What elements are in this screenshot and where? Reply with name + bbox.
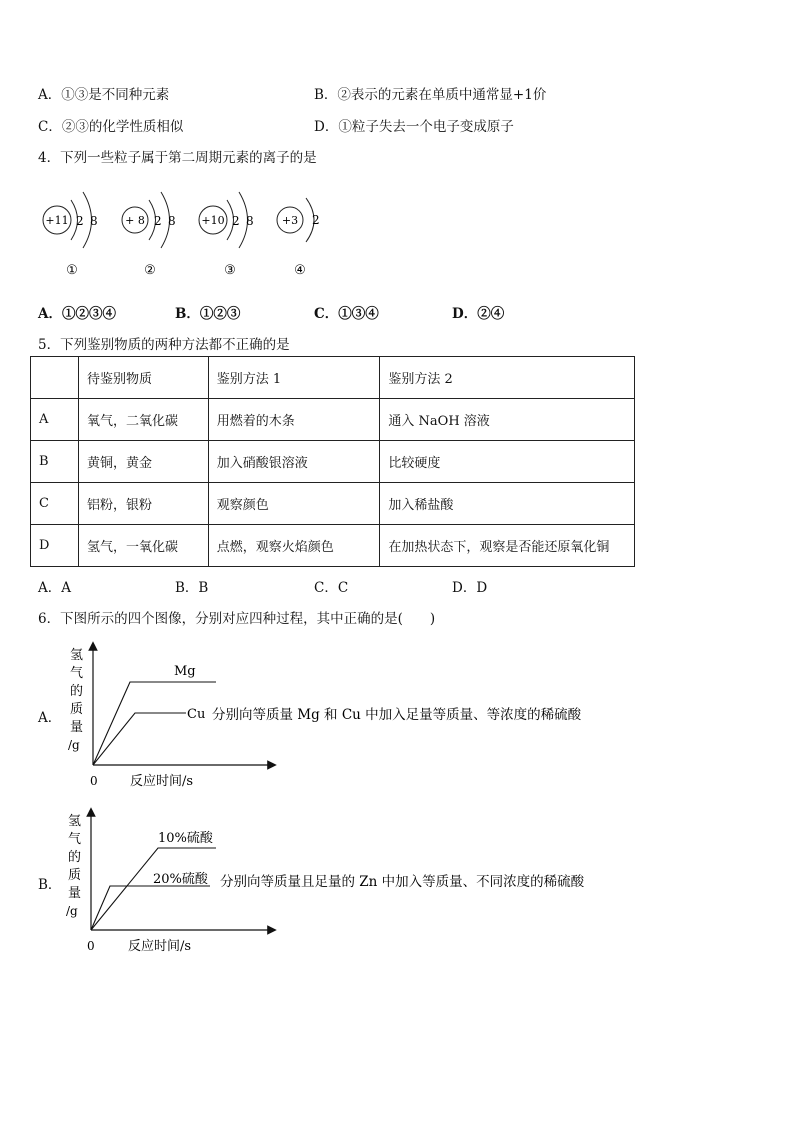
q4-option-c: C．①③④ <box>314 306 379 322</box>
q4-option-a: A．①②③④ <box>38 306 116 322</box>
table-cell: D <box>31 525 79 567</box>
table-cell: 用燃着的木条 <box>208 399 380 441</box>
cu-line <box>93 713 186 765</box>
q3-option-b: B．②表示的元素在单质中通常显+1价 <box>314 87 547 103</box>
q3-option-c: C．②③的化学性质相似 <box>38 119 184 135</box>
ten-percent-acid-line <box>91 848 216 930</box>
table-row <box>31 399 635 441</box>
nucleus-charge: +3 <box>281 214 299 227</box>
x-axis-label: 反应时间/s <box>128 939 192 954</box>
nucleus-charge: + 8 <box>125 214 145 227</box>
nucleus-charge: +10 <box>201 214 225 227</box>
y-axis-label: 的 <box>68 850 82 865</box>
mg-line <box>93 682 216 765</box>
q3-option-d: D．①粒子失去一个电子变成原子 <box>314 119 514 135</box>
atom-diagram-2 <box>122 192 176 278</box>
y-axis-label: 氢 <box>68 814 82 829</box>
graph-b-description: 分别向等质量且足量的 Zn 中加入等质量、不同浓度的稀硫酸 <box>220 874 585 890</box>
graph-a-description: 分别向等质量 Mg 和 Cu 中加入足量等质量、等浓度的稀硫酸 <box>212 707 582 723</box>
q4-stem: 4．下列一些粒子属于第二周期元素的离子的是 <box>38 150 317 166</box>
shell-electrons: 2 <box>232 214 240 228</box>
particle-label: ① <box>66 263 78 278</box>
q5-stem: 5．下列鉴别物质的两种方法都不正确的是 <box>38 337 290 353</box>
table-cell: 加入稀盐酸 <box>380 483 635 525</box>
q5-option-c: C．C <box>314 580 349 596</box>
table-row <box>31 483 635 525</box>
atom-structure-diagrams <box>30 182 350 287</box>
table-cell: 铝粉，银粉 <box>78 483 208 525</box>
table-cell: 点燃，观察火焰颜色 <box>208 525 380 567</box>
ten-percent-acid-label: 10%硫酸 <box>158 831 213 846</box>
particle-label: ② <box>144 263 156 278</box>
mg-line-label: Mg <box>174 664 196 679</box>
y-axis-label: 量 <box>68 886 82 901</box>
particle-label: ③ <box>224 263 236 278</box>
identification-table <box>30 356 635 567</box>
cu-line-label: Cu <box>187 707 206 722</box>
twenty-percent-acid-label: 20%硫酸 <box>153 872 208 887</box>
shell-electrons: 8 <box>246 214 254 228</box>
table-cell: 氧气，二氧化碳 <box>78 399 208 441</box>
origin-label: 0 <box>87 939 95 953</box>
y-axis-label: 气 <box>70 666 84 681</box>
table-cell: 氢气，一氧化碳 <box>78 525 208 567</box>
y-axis-label: 气 <box>68 832 82 847</box>
shell-electrons: 8 <box>90 214 98 228</box>
table-cell: 加入硝酸银溶液 <box>208 441 380 483</box>
table-cell: 黄铜，黄金 <box>78 441 208 483</box>
x-axis-label: 反应时间/s <box>130 774 194 789</box>
q3-option-a: A．①③是不同种元素 <box>38 87 170 103</box>
q6-option-a-label: A． <box>38 710 62 726</box>
q4-option-b: B．①②③ <box>175 306 241 322</box>
table-cell: 观察颜色 <box>208 483 380 525</box>
particle-label: ④ <box>294 263 306 278</box>
q6-option-b-label: B． <box>38 877 62 893</box>
table-cell: A <box>31 399 79 441</box>
q4-option-d: D．②④ <box>452 306 505 322</box>
q6-stem: 6．下图所示的四个图像，分别对应四种过程，其中正确的是( ) <box>38 611 436 627</box>
table-header-row <box>31 357 635 399</box>
table-cell: B <box>31 441 79 483</box>
y-axis-label: /g <box>68 738 80 752</box>
table-header-cell: 鉴别方法 2 <box>380 357 635 399</box>
atom-diagram-1 <box>43 192 98 278</box>
nucleus-charge: +11 <box>45 214 69 227</box>
table-header-cell: 鉴别方法 1 <box>208 357 380 399</box>
table-cell: 在加热状态下，观察是否能还原氧化铜 <box>380 525 635 567</box>
y-axis-label: 质 <box>70 702 84 717</box>
table-header-cell <box>31 357 79 399</box>
table-cell: C <box>31 483 79 525</box>
shell-electrons: 2 <box>76 214 84 228</box>
shell-electrons: 2 <box>312 213 320 227</box>
graph-a <box>60 640 600 795</box>
table-row <box>31 525 635 567</box>
table-cell: 通入 NaOH 溶液 <box>380 399 635 441</box>
origin-label: 0 <box>90 774 98 788</box>
graph-b <box>60 806 620 958</box>
atom-diagram-4 <box>277 198 320 278</box>
table-cell: 比较硬度 <box>380 441 635 483</box>
y-axis-label: 的 <box>70 684 84 699</box>
y-axis-label: 氢 <box>70 648 84 663</box>
q5-option-a: A．A <box>38 580 71 596</box>
table-header-cell: 待鉴别物质 <box>78 357 208 399</box>
shell-electrons: 8 <box>168 214 176 228</box>
q5-option-d: D．D <box>452 580 488 596</box>
y-axis-label: /g <box>66 904 78 918</box>
shell-electrons: 2 <box>154 214 162 228</box>
table-row <box>31 441 635 483</box>
y-axis-label: 量 <box>70 720 84 735</box>
q5-option-b: B．B <box>175 580 209 596</box>
atom-diagram-3 <box>199 192 254 278</box>
y-axis-label: 质 <box>68 868 82 883</box>
